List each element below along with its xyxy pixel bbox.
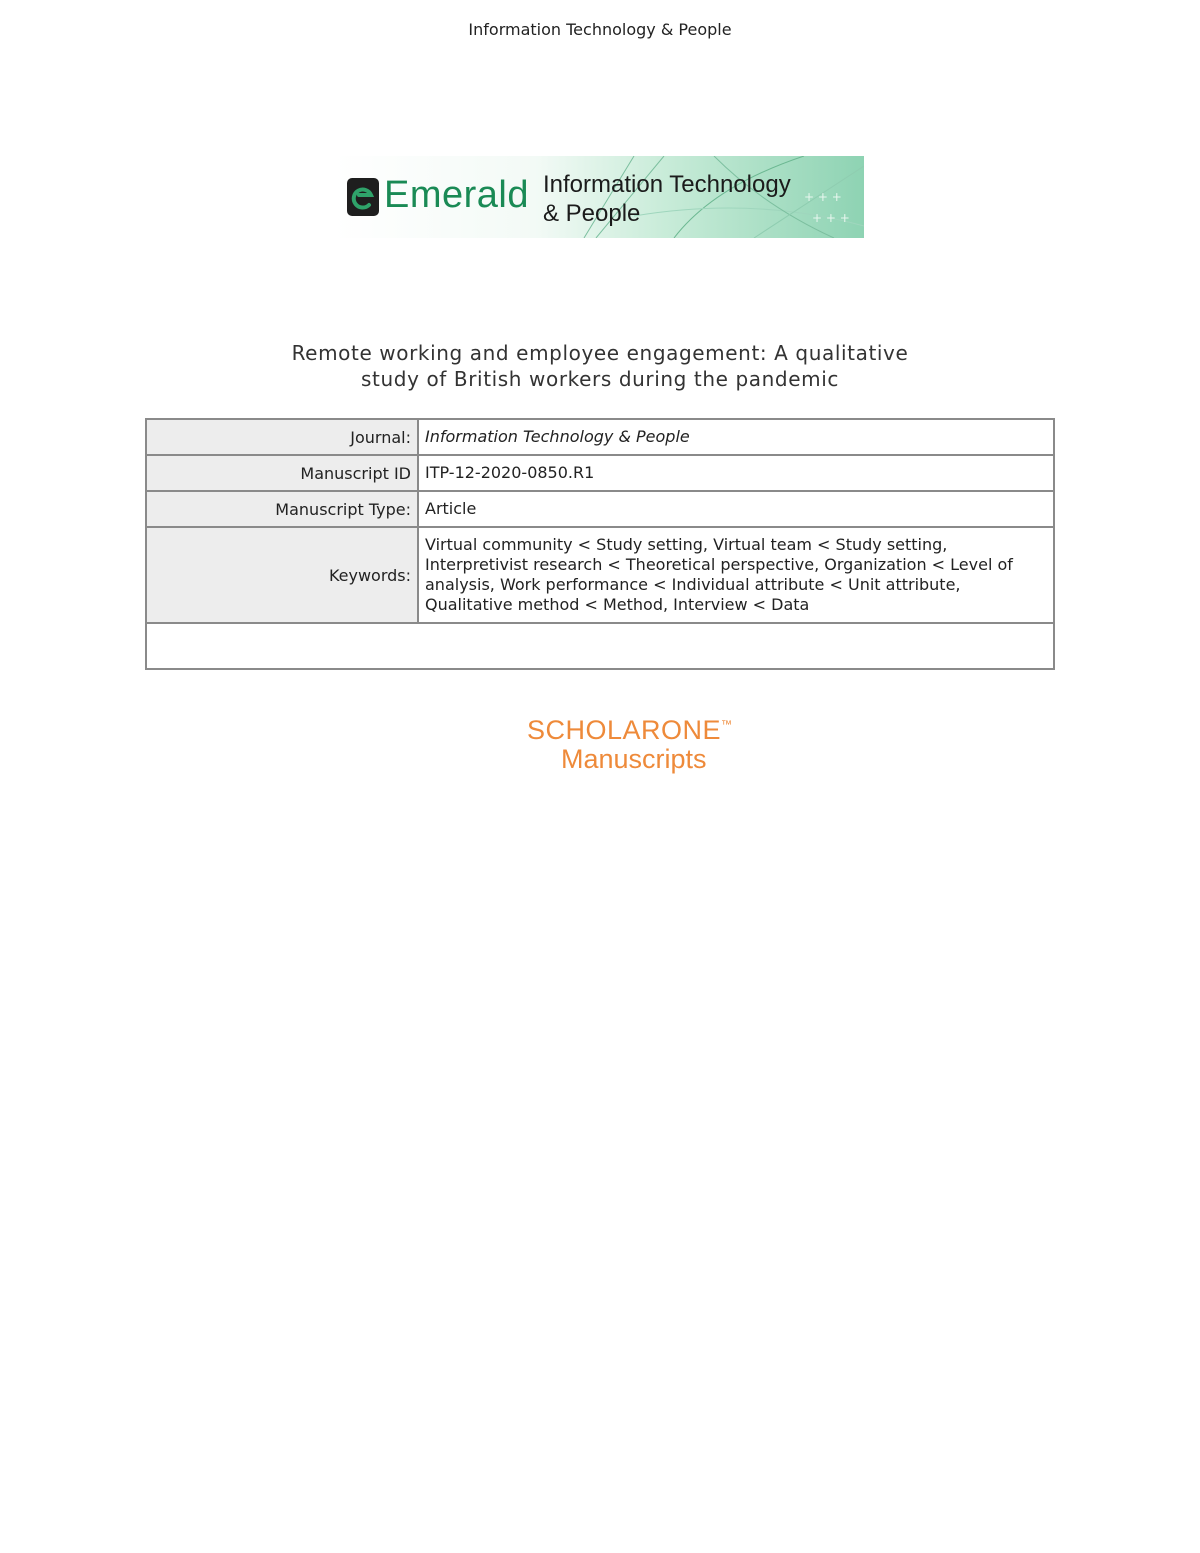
journal-value: Information Technology & People [418,420,1053,455]
manuscript-id-value: ITP-12-2020-0850.R1 [418,455,1053,491]
manuscript-metadata-table [145,418,1055,670]
banner-title-line-2: & People [543,200,641,227]
banner-journal-title [543,170,791,228]
empty-row [147,623,1053,668]
scholarone-wordmark [527,715,733,746]
scholarone-logo [527,715,733,775]
trademark-symbol: ™ [721,719,733,731]
svg-text:+ + +: + + + [804,190,842,204]
manuscript-id-row [147,455,1053,491]
publisher-name: Emerald [384,174,529,216]
scholarone-wordmark-one: ONE [661,715,722,745]
journal-row [147,420,1053,455]
running-header: Information Technology & People [468,20,732,39]
paper-title-line-2: study of British workers during the pandemic [361,367,839,391]
journal-banner [334,156,864,238]
manuscript-id-label: Manuscript ID [147,455,418,491]
scholarone-manuscripts: Manuscripts [561,744,707,774]
manuscript-type-row [147,491,1053,527]
keywords-value: Virtual community < Study setting, Virtual team < Study setting, Interpretivist research < Theoretical perspective, Organization < Level of analysis, Work performance < Individual attribute < Unit attribute, Qualitative method < Method, Interview < Data [418,527,1053,623]
paper-title [0,340,1200,392]
emerald-logo-icon [347,178,379,216]
empty-cell [147,623,1053,668]
journal-label: Journal: [147,420,418,455]
keywords-label: Keywords: [147,527,418,623]
keywords-row [147,527,1053,623]
manuscript-type-value: Article [418,491,1053,527]
paper-title-line-1: Remote working and employee engagement: A qualitative [291,341,909,365]
svg-text:+ + +: + + + [812,211,850,225]
manuscript-type-label: Manuscript Type: [147,491,418,527]
scholarone-wordmark-scholar: SCHOLAR [527,715,662,745]
banner-title-line-1: Information Technology [543,171,791,198]
